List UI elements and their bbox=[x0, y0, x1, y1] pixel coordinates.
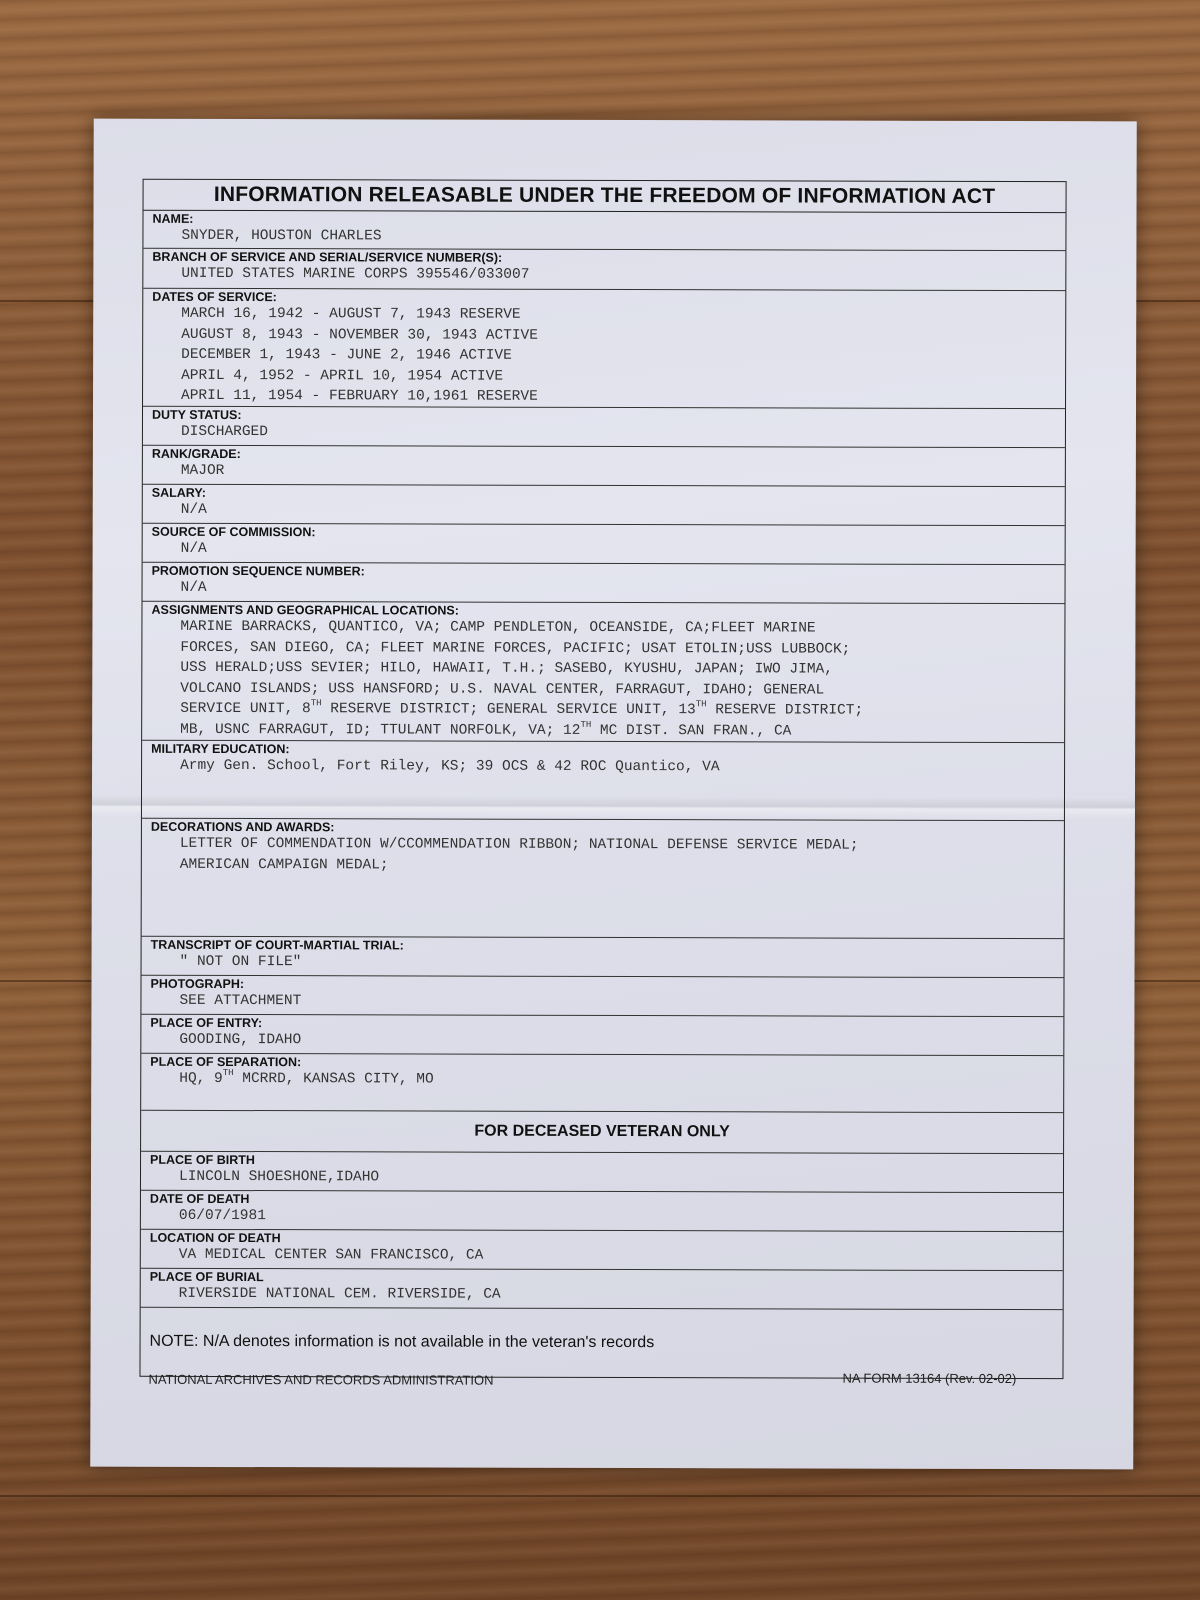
field-value: MB, USNC FARRAGUT, ID; TTULANT NORFOLK, VA; 12TH MC DIST. SAN FRAN., CA bbox=[180, 719, 792, 739]
field-value: FORCES, SAN DIEGO, CA; FLEET MARINE FORCES, PACIFIC; USAT ETOLIN;USS LUBBOCK; bbox=[180, 639, 851, 658]
field-value: N/A bbox=[180, 579, 207, 596]
footer-form-number: NA FORM 13164 (Rev. 02-02) bbox=[842, 1370, 1017, 1387]
field-value: MARCH 16, 1942 - AUGUST 7, 1943 RESERVE bbox=[181, 305, 521, 323]
field-value: DISCHARGED bbox=[180, 423, 268, 441]
field-label: SOURCE OF COMMISSION: bbox=[151, 524, 316, 540]
field-value: MARINE BARRACKS, QUANTICO, VA; CAMP PENDLETON, OCEANSIDE, CA;FLEET MARINE bbox=[180, 618, 816, 637]
deceased-section-heading: FOR DECEASED VETERAN ONLY bbox=[141, 1110, 1063, 1154]
field-value: SNYDER, HOUSTON CHARLES bbox=[181, 227, 382, 245]
field-label: NAME: bbox=[152, 211, 194, 226]
field-dates-of-service bbox=[143, 289, 1065, 409]
field-label: DECORATIONS AND AWARDS: bbox=[150, 819, 335, 835]
field-value: RIVERSIDE NATIONAL CEM. RIVERSIDE, CA bbox=[178, 1285, 501, 1303]
field-value: HQ, 9TH MCRRD, KANSAS CITY, MO bbox=[179, 1067, 434, 1088]
field-value: 06/07/1981 bbox=[178, 1207, 266, 1225]
field-label: PROMOTION SEQUENCE NUMBER: bbox=[151, 563, 365, 579]
field-value: APRIL 11, 1954 - FEBRUARY 10,1961 RESERVE bbox=[181, 387, 538, 405]
field-source-of-commission bbox=[143, 524, 1065, 565]
note-text: NOTE: N/A denotes information is not available in the veteran's records bbox=[149, 1332, 655, 1352]
field-label: PLACE OF BIRTH bbox=[150, 1152, 255, 1168]
field-label: LOCATION OF DEATH bbox=[149, 1230, 281, 1246]
field-photograph bbox=[141, 976, 1063, 1017]
field-court-martial bbox=[142, 937, 1064, 978]
field-value: DECEMBER 1, 1943 - JUNE 2, 1946 ACTIVE bbox=[181, 346, 512, 364]
footer-agency: NATIONAL ARCHIVES AND RECORDS ADMINISTRATION bbox=[148, 1371, 494, 1388]
field-value: AUGUST 8, 1943 - NOVEMBER 30, 1943 ACTIVE bbox=[181, 326, 538, 344]
field-date-of-death bbox=[141, 1191, 1063, 1232]
field-value: AMERICAN CAMPAIGN MEDAL; bbox=[179, 856, 389, 873]
field-label: PLACE OF SEPARATION: bbox=[150, 1054, 302, 1070]
field-salary bbox=[143, 485, 1065, 526]
field-military-education bbox=[142, 741, 1064, 821]
field-label: DATES OF SERVICE: bbox=[152, 289, 277, 305]
field-value: N/A bbox=[180, 540, 207, 557]
field-place-of-entry bbox=[141, 1015, 1063, 1056]
document-paper bbox=[90, 119, 1137, 1470]
field-label: DATE OF DEATH bbox=[149, 1191, 250, 1207]
field-value: GOODING, IDAHO bbox=[179, 1031, 302, 1049]
field-value: SERVICE UNIT, 8TH RESERVE DISTRICT; GENERAL SERVICE UNIT, 13TH RESERVE DISTRICT; bbox=[180, 698, 864, 719]
field-value: VA MEDICAL CENTER SAN FRANCISCO, CA bbox=[178, 1246, 484, 1264]
field-decorations-awards bbox=[142, 819, 1064, 939]
field-value: VOLCANO ISLANDS; USS HANSFORD; U.S. NAVAL CENTER, FARRAGUT, IDAHO; GENERAL bbox=[180, 680, 825, 699]
field-label: TRANSCRIPT OF COURT-MARTIAL TRIAL: bbox=[150, 937, 404, 953]
field-name bbox=[143, 211, 1065, 251]
field-promotion-sequence bbox=[143, 563, 1065, 604]
field-value: LETTER OF COMMENDATION W/CCOMMENDATION RIBBON; NATIONAL DEFENSE SERVICE MEDAL; bbox=[179, 835, 859, 854]
field-place-of-separation bbox=[141, 1054, 1063, 1112]
field-assignments bbox=[142, 602, 1064, 743]
field-value: " NOT ON FILE" bbox=[179, 953, 302, 971]
field-label: DUTY STATUS: bbox=[151, 407, 242, 423]
field-value: USS HERALD;USS SEVIER; HILO, HAWAII, T.H.; SASEBO, KYUSHU, JAPAN; IWO JIMA, bbox=[180, 659, 833, 678]
field-value: N/A bbox=[180, 501, 207, 518]
field-value: LINCOLN SHOESHONE,IDAHO bbox=[178, 1168, 380, 1186]
form-title: INFORMATION RELEASABLE UNDER THE FREEDOM OF INFORMATION ACT bbox=[144, 180, 1066, 213]
field-label: PLACE OF BURIAL bbox=[149, 1269, 264, 1285]
field-label: PHOTOGRAPH: bbox=[150, 976, 245, 992]
field-label: MILITARY EDUCATION: bbox=[151, 741, 290, 757]
field-label: ASSIGNMENTS AND GEOGRAPHICAL LOCATIONS: bbox=[151, 602, 459, 618]
field-value: UNITED STATES MARINE CORPS 395546/033007 bbox=[181, 265, 530, 283]
field-branch bbox=[143, 249, 1065, 291]
field-value: MAJOR bbox=[180, 462, 225, 479]
field-location-of-death bbox=[141, 1230, 1063, 1271]
field-duty-status bbox=[143, 407, 1065, 448]
field-value: APRIL 4, 1952 - APRIL 10, 1954 ACTIVE bbox=[181, 367, 504, 385]
field-label: BRANCH OF SERVICE AND SERIAL/SERVICE NUMBER(S): bbox=[152, 249, 503, 265]
field-label: PLACE OF ENTRY: bbox=[150, 1015, 263, 1031]
foia-form bbox=[139, 179, 1066, 1379]
field-value: SEE ATTACHMENT bbox=[179, 992, 302, 1010]
field-value: Army Gen. School, Fort Riley, KS; 39 OCS & 42 ROC Quantico, VA bbox=[180, 757, 720, 776]
field-label: RANK/GRADE: bbox=[151, 446, 241, 462]
field-place-of-burial bbox=[141, 1269, 1063, 1310]
field-place-of-birth bbox=[141, 1152, 1063, 1193]
field-rank-grade bbox=[143, 446, 1065, 487]
field-label: SALARY: bbox=[151, 485, 206, 500]
